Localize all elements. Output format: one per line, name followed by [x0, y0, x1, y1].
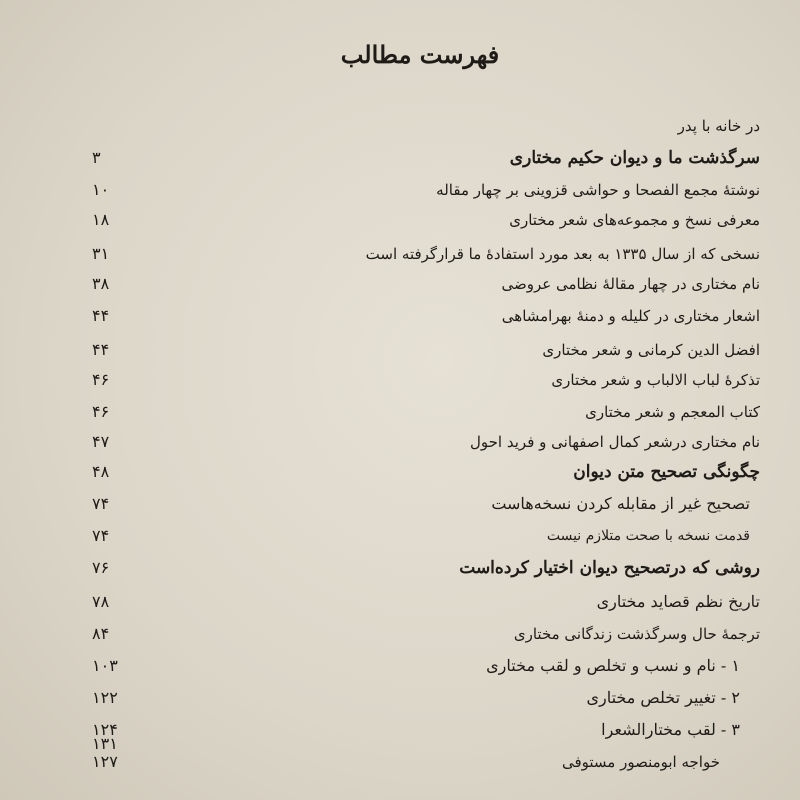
toc-row [0, 366, 800, 394]
toc-page-number: ۴۴ [92, 306, 110, 325]
toc-entry: تاریخ نظم قصاید مختاری [596, 592, 760, 611]
toc-row [0, 270, 800, 298]
toc-entry: اشعار مختاری در کلیله و دمنهٔ بهرامشاهی [501, 307, 760, 325]
toc-row [0, 724, 800, 753]
toc-row [0, 240, 800, 268]
toc-row [0, 458, 800, 486]
toc-row [0, 522, 800, 550]
toc-row [0, 588, 800, 616]
toc-row [0, 112, 800, 140]
toc-row [0, 490, 800, 518]
toc-page-number: ۳۱ [92, 244, 110, 263]
toc-page-number: ۱۰۳ [92, 656, 118, 675]
toc-row [0, 206, 800, 234]
toc-entry: کتاب المعجم و شعر مختاری [585, 403, 760, 421]
toc-row [0, 336, 800, 364]
toc-page-number: ۷۶ [92, 558, 110, 577]
toc-entry: در خانه با پدر [677, 117, 760, 135]
toc-row [0, 554, 800, 582]
toc-page-number: ۴۶ [92, 370, 110, 389]
toc-entry: ترجمهٔ حال وسرگذشت زندگانی مختاری [513, 625, 760, 643]
toc-page-number: ۷۴ [92, 526, 110, 545]
toc-row [0, 428, 800, 456]
toc-page-number: ۱۲۷ [92, 752, 118, 771]
toc-page-number: ۱۲۲ [92, 688, 118, 707]
toc-page-number: ۴۴ [92, 340, 110, 359]
toc-page-number: ۷۸ [92, 592, 110, 611]
toc-page-number: ۷۴ [92, 494, 110, 513]
toc-entry: افضل الدین کرمانی و شعر مختاری [542, 341, 760, 359]
toc-entry: نسخی که از سال ۱۳۳۵ به بعد مورد استفادهٔ ما قرارگرفته است [365, 245, 760, 263]
toc-row [0, 652, 800, 680]
toc-entry: معرفی نسخ و مجموعه‌های شعر مختاری [509, 211, 760, 229]
toc-page-number: ۱۳۱ [92, 734, 118, 753]
toc-entry: روشی که درتصحیح دیوان اختیار کرده‌است [459, 558, 760, 578]
toc-page-number: ۱۰ [92, 180, 110, 199]
toc-page-number: ۴۸ [92, 462, 110, 481]
toc-entry: تذکرهٔ لباب الالباب و شعر مختاری [551, 371, 760, 389]
toc-entry: ۳ - لقب مختارالشعرا [601, 720, 740, 739]
toc-row [0, 684, 800, 712]
page-title: فهرست مطالب [340, 40, 500, 69]
toc-page-number: ۳ [92, 148, 101, 167]
toc-page-number: ۴۷ [92, 432, 110, 451]
toc-entry: چگونگی تصحیح متن دیوان [573, 462, 760, 482]
toc-page-number: ۳۸ [92, 274, 110, 293]
toc-entry: خواجه ابومنصور مستوفی [561, 753, 720, 771]
toc-row [0, 144, 800, 172]
toc-entry: نوشتهٔ مجمع الفصحا و حواشی قزوینی بر چهار مقاله [436, 181, 760, 199]
toc-row [0, 620, 800, 648]
toc-row [0, 398, 800, 426]
toc-page-number: ۴۶ [92, 402, 110, 421]
toc-row [0, 302, 800, 330]
toc-row [0, 176, 800, 204]
toc-entry: ۲ - تغییر تخلص مختاری [586, 688, 740, 707]
toc-entry: سرگذشت ما و دیوان حکیم مختاری [509, 148, 760, 168]
toc-page-number: ۱۲۴ [92, 720, 118, 739]
toc-entry: نام مختاری در چهار مقالهٔ نظامی عروضی [501, 275, 760, 293]
toc-page-number: ۸۴ [92, 624, 110, 643]
toc-entry: تصحیح غیر از مقابله کردن نسخه‌هاست [491, 494, 750, 513]
toc-entry: قدمت نسخه با صحت متلازم نیست [546, 528, 750, 544]
toc-entry: نام مختاری درشعر کمال اصفهانی و فرید احول [470, 433, 760, 451]
toc-entry: ۱ - نام و نسب و تخلص و لقب مختاری [486, 656, 740, 675]
toc-page-number: ۱۸ [92, 210, 110, 229]
